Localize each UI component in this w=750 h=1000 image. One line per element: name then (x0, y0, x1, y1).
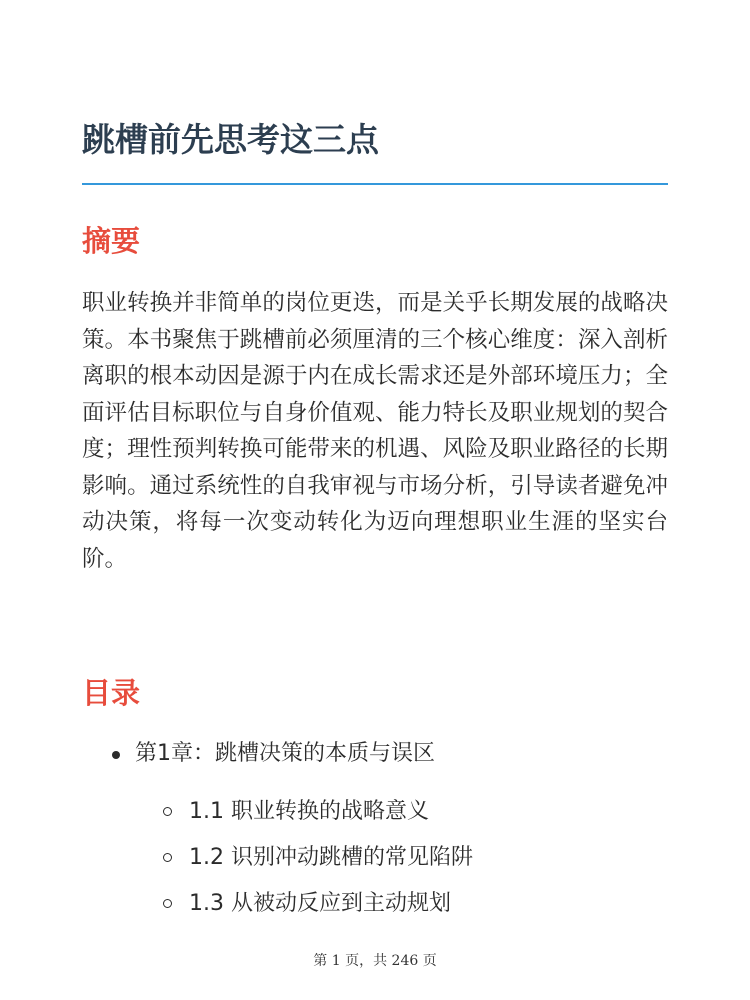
toc-heading: 目录 (82, 676, 141, 710)
toc-section-1-2 (82, 835, 668, 881)
toc-chapter-label: 第1章：跳槽决策的本质与误区 (135, 741, 435, 766)
bullet-circle-icon (163, 807, 172, 816)
toc-chapter-1-sections (82, 789, 668, 927)
bullet-disc-icon (112, 751, 120, 759)
title-divider (82, 183, 668, 185)
toc-section-1-3 (82, 881, 668, 927)
toc-chapter-1 (82, 734, 668, 774)
document-page (82, 0, 668, 1000)
document-title: 跳槽前先思考这三点 (82, 120, 379, 159)
toc-section-label: 1.2 识别冲动跳槽的常见陷阱 (189, 845, 473, 870)
page-footer: 第 1 页，共 246 页 (313, 953, 437, 969)
bullet-circle-icon (163, 899, 172, 908)
toc-section-1-1 (82, 789, 668, 835)
toc-section-label: 1.1 职业转换的战略意义 (189, 799, 429, 824)
bullet-circle-icon (163, 853, 172, 862)
table-of-contents (82, 734, 668, 927)
abstract-heading: 摘要 (82, 224, 141, 258)
abstract-text: 职业转换并非简单的岗位更迭，而是关乎长期发展的战略决策。本书聚焦于跳槽前必须厘清的三个核心维度：深入剖析离职的根本动因是源于内在成长需求还是外部环境压力；全面评估目标职位与自身价值观、能力特长及职业规划的契合度；理性预判转换可能带来的机遇、风险及职业路径的长期影响。通过系统性的自我审视与市场分析，引导读者避免冲动决策，将每一次变动转化为迈向理想职业生涯的坚实台阶。 (82, 290, 668, 572)
toc-section-label: 1.3 从被动反应到主动规划 (189, 891, 451, 916)
